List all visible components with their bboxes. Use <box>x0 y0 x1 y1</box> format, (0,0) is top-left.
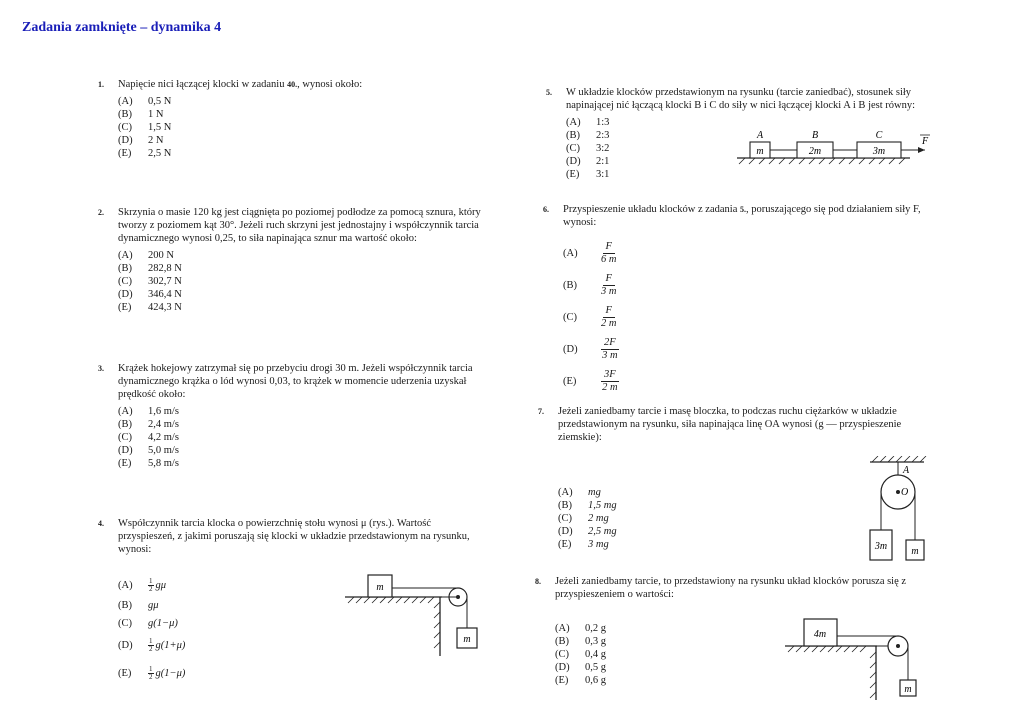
ceiling-hatching <box>872 456 926 462</box>
question-number: 6. <box>543 205 549 214</box>
page-title: Zadania zamknięte – dynamika 4 <box>22 20 222 35</box>
answer-option-a[interactable]: (A) 1:3 <box>566 117 610 128</box>
answer-option-c[interactable]: (C) 2 mg <box>558 513 609 524</box>
answer-option-d[interactable]: (D) 346,4 N <box>118 289 182 300</box>
question-text: W układzie klocków przedstawionym na rysunku (tarcie zaniedbać), stosunek siły napinającej nić łączącą klocki B i C do siły w nici łączącej klocki A i B jest równy: <box>566 87 916 111</box>
question-number: 1. <box>98 80 104 89</box>
answer-option-d[interactable]: (D) $\frac{2F}{3 m}$ <box>563 336 618 361</box>
answer-option-b[interactable]: (B) gμ <box>118 600 159 611</box>
table-hatching <box>788 646 866 652</box>
point-a-label: A <box>903 465 910 476</box>
answer-option-c[interactable]: (C) g(1−μ) <box>118 618 178 629</box>
answer-options <box>118 95 478 160</box>
answer-option-a[interactable]: (A) 0,2 g <box>555 623 606 634</box>
answer-option-c[interactable]: (C) 1,5 N <box>118 122 172 133</box>
point-o-label: O <box>901 487 909 498</box>
force-arrowhead <box>918 147 925 153</box>
task-reference: 5. <box>739 205 746 214</box>
answer-option-c[interactable]: (C) $\frac{F}{2 m}$ <box>563 304 617 329</box>
answer-option-b[interactable]: (B) 282,8 N <box>118 263 182 274</box>
fraction: $\frac{F}{6 m}$ <box>601 240 617 265</box>
answer-option-d[interactable]: (D) 0,5 g <box>555 662 606 673</box>
answer-option-a[interactable]: (A) 1,6 m/s <box>118 406 179 417</box>
block-a-mass: m <box>756 146 764 157</box>
answer-option-e[interactable]: (E) 3:1 <box>566 169 610 180</box>
block-c-mass: 3m <box>872 146 886 157</box>
fraction: $\frac{F}{2 m}$ <box>601 304 617 329</box>
force-label: F <box>921 136 929 147</box>
answer-option-e[interactable]: (E) 0,6 g <box>555 675 606 686</box>
question-text: Jeżeli zaniedbamy tarcie i masę bloczka, to podczas ruchu ciężarków w układzie przedstawionym na rysunku, siła napinająca linę OA wynosi (g — przyspieszenie ziemskie): <box>558 406 902 443</box>
fraction-one-half: $\frac{1}{2}$ <box>149 665 153 682</box>
question-number: 8. <box>535 577 541 586</box>
block-b-label: B <box>811 130 819 141</box>
question-text: Skrzynia o masie 120 kg jest ciągnięta po poziomej podłodze za pomocą sznura, który tworzy z poziomem kąt 30°. Jeżeli ruch skrzyni jest jednostajny i współczynnik tarcia dynamicznego wynosi 0,25, to siła napinająca sznur ma wartość około: <box>118 207 481 244</box>
hanging-pulley-diagram <box>866 456 928 566</box>
answer-option-e[interactable]: (E) 424,3 N <box>118 302 182 313</box>
question-text: Współczynnik tarcia klocka o powierzchnię stołu wynosi μ (rys.). Wartość przyspieszeń, z jakimi poruszają się klocki w układzie przedstawionym na rysunku, wynosi: <box>118 518 470 555</box>
answer-options <box>563 237 935 397</box>
answer-option-d[interactable]: (D) 2:1 <box>566 156 610 167</box>
answer-option-c[interactable]: (C) 4,2 m/s <box>118 432 179 443</box>
answer-option-b[interactable]: (B) 1 N <box>118 109 164 120</box>
fraction: $\frac{F}{3 m}$ <box>601 272 617 297</box>
question-number: 5. <box>546 88 552 97</box>
fraction: $\frac{3F}{2 m}$ <box>602 368 618 393</box>
question-number: 3. <box>98 364 104 373</box>
table-hatching <box>348 597 434 603</box>
answer-option-d[interactable]: (D) 2,5 mg <box>558 526 617 537</box>
answer-option-b[interactable]: (B) $\frac{F}{3 m}$ <box>563 272 617 297</box>
block-c-label: C <box>875 130 883 141</box>
answer-option-c[interactable]: (C) 302,7 N <box>118 276 182 287</box>
answer-option-e[interactable]: (E) $\frac{3F}{2 m}$ <box>563 368 618 393</box>
block-on-table-label: m <box>376 582 384 593</box>
answer-options <box>118 405 486 470</box>
question-text: Krążek hokejowy zatrzymał się po przebyciu drogi 30 m. Jeżeli współczynnik tarcia dynamicznego krążka o lód wynosi 0,03, to krążek w momencie uderzenia uzyskał prędkość około: <box>118 363 473 400</box>
fraction-one-half: $\frac{1}{2}$ <box>149 637 153 654</box>
question-2 <box>98 206 486 314</box>
answer-option-c[interactable]: (C) 0,4 g <box>555 649 606 660</box>
fraction-one-half: $\frac{1}{2}$ <box>149 577 153 594</box>
fraction: $\frac{2F}{3 m}$ <box>602 336 618 361</box>
answer-option-e[interactable]: (E) 2,5 N <box>118 148 172 159</box>
answer-option-a[interactable]: (A) 200 N <box>118 250 174 261</box>
three-blocks-diagram <box>735 128 935 170</box>
right-weight-label: m <box>911 546 919 557</box>
task-reference: 40. <box>287 80 298 89</box>
answer-option-e[interactable]: (E) 3 mg <box>558 539 609 550</box>
question-number: 7. <box>538 407 544 416</box>
answer-option-a[interactable]: (A) mg <box>558 487 601 498</box>
answer-options <box>118 249 486 314</box>
answer-option-e[interactable]: (E) 5,8 m/s <box>118 458 179 469</box>
question-6 <box>543 203 935 397</box>
pulley-table-diagram-2 <box>780 616 925 700</box>
left-weight-label: 3m <box>874 541 888 552</box>
answer-option-a[interactable]: (A) $\frac{F}{6 m}$ <box>563 240 617 265</box>
answer-option-e[interactable]: (E) $\frac{1}{2}$ g(1−μ) <box>118 665 186 682</box>
question-1 <box>98 78 478 160</box>
question-3 <box>98 362 486 470</box>
answer-option-a[interactable]: (A) $\frac{1}{2}$ gμ <box>118 577 167 594</box>
answer-option-c[interactable]: (C) 3:2 <box>566 143 610 154</box>
question-number: 2. <box>98 208 104 217</box>
question-text: Jeżeli zaniedbamy tarcie, to przedstawiony na rysunku układ klocków porusza się z przyspieszeniem o wartości: <box>555 576 907 600</box>
hanging-block-label: m <box>904 684 912 695</box>
pulley-table-diagram <box>340 568 490 658</box>
answer-option-b[interactable]: (B) 1,5 mg <box>558 500 617 511</box>
hanging-block-label: m <box>463 634 471 645</box>
block-on-table-label: 4m <box>813 629 827 640</box>
answer-option-b[interactable]: (B) 0,3 g <box>555 636 606 647</box>
answer-option-a[interactable]: (A) 0,5 N <box>118 96 172 107</box>
answer-option-b[interactable]: (B) 2:3 <box>566 130 610 141</box>
question-number: 4. <box>98 519 104 528</box>
answer-option-d[interactable]: (D) 5,0 m/s <box>118 445 179 456</box>
answer-option-d[interactable]: (D) 2 N <box>118 135 164 146</box>
block-b-mass: 2m <box>808 146 822 157</box>
answer-option-d[interactable]: (D) $\frac{1}{2}$ g(1+μ) <box>118 637 186 654</box>
block-a-label: A <box>756 130 764 141</box>
question-text: Napięcie nici łączącej klocki w zadaniu 40., wynosi około: <box>118 79 363 90</box>
answer-option-b[interactable]: (B) 2,4 m/s <box>118 419 179 430</box>
question-text: Przyspieszenie układu klocków z zadania 5., poruszającego się pod działaniem siły F, wynosi: <box>563 204 921 228</box>
floor-hatching <box>739 158 905 164</box>
